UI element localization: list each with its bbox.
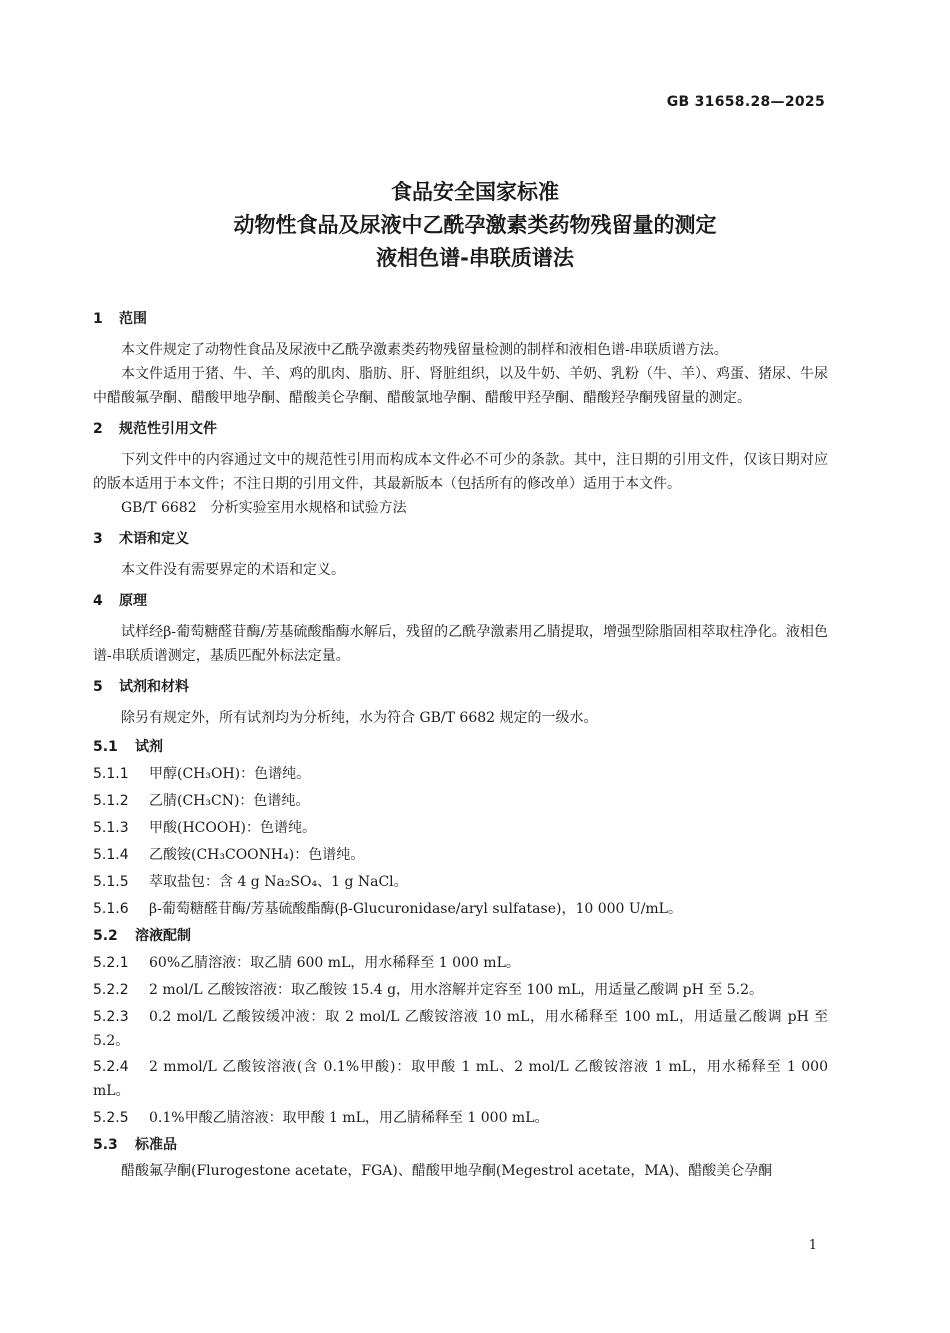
subsection-title: 标准品 (135, 1137, 177, 1153)
subsection-5-2-heading (93, 923, 828, 950)
section-title: 试剂和材料 (119, 679, 189, 695)
reference-item: GB/T 6682 分析实验室用水规格和试验方法 (121, 500, 407, 516)
item-text: 甲醇(CH₃OH)：色谱纯。 (149, 766, 311, 782)
paragraph: 除另有规定外，所有试剂均为分析纯，水为符合 GB/T 6682 规定的一级水。 (121, 710, 598, 726)
list-item (93, 815, 828, 842)
list-item (93, 950, 828, 977)
item-number: 5.2.3 (93, 1009, 129, 1025)
subsection-number: 5.3 (93, 1137, 118, 1153)
subsection-5-3-heading (93, 1132, 828, 1159)
item-text: 乙酸铵(CH₃COONH₄)：色谱纯。 (149, 847, 365, 863)
section-number: 1 (93, 311, 103, 327)
section-number: 2 (93, 421, 103, 437)
item-number: 5.2.2 (93, 982, 129, 998)
item-text: 乙腈(CH₃CN)：色谱纯。 (149, 793, 310, 809)
section-number: 5 (93, 679, 103, 695)
list-item (93, 977, 828, 1004)
title-line-2: 动物性食品及尿液中乙酰孕激素类药物残留量的测定 (233, 213, 717, 237)
section-title: 原理 (119, 593, 147, 609)
paragraph: 试样经β-葡萄糖醛苷酶/芳基硫酸酯酶水解后，残留的乙酰孕激素用乙腈提取，增强型除脂固相萃取柱净化。液相色谱-串联质谱测定，基质匹配外标法定量。 (93, 624, 828, 664)
item-text: β-葡萄糖醛苷酶/芳基硫酸酯酶(β-Glucuronidase/aryl sulfatase)，10 000 U/mL。 (149, 901, 682, 917)
item-number: 5.1.4 (93, 847, 129, 863)
section-2-heading (93, 416, 828, 442)
item-text: 甲酸(HCOOH)：色谱纯。 (149, 820, 317, 836)
page-number: 1 (808, 1238, 817, 1253)
subsection-title: 试剂 (135, 739, 163, 755)
section-title: 规范性引用文件 (119, 421, 217, 437)
item-number: 5.2.5 (93, 1110, 129, 1126)
subsection-5-1-heading (93, 734, 828, 761)
item-text: 2 mmol/L 乙酸铵溶液(含 0.1%甲酸)：取甲酸 1 mL、2 mol/L 乙酸铵溶液 1 mL，用水稀释至 1 000 mL。 (93, 1059, 828, 1099)
paragraph: 醋酸氟孕酮(Flurogestone acetate，FGA)、醋酸甲地孕酮(Megestrol acetate，MA)、醋酸美仑孕酮 (121, 1163, 773, 1179)
item-number: 5.1.3 (93, 820, 129, 836)
item-text: 2 mol/L 乙酸铵溶液：取乙酸铵 15.4 g，用水溶解并定容至 100 mL，用适量乙酸调 pH 至 5.2。 (149, 982, 764, 998)
section-1-heading (93, 306, 828, 332)
section-5-heading (93, 674, 828, 700)
item-text: 0.2 mol/L 乙酸铵缓冲液：取 2 mol/L 乙酸铵溶液 10 mL，用水稀释至 100 mL，用适量乙酸调 pH 至 5.2。 (93, 1009, 828, 1049)
list-item (93, 896, 828, 923)
subsection-number: 5.1 (93, 739, 118, 755)
paragraph: 本文件适用于猪、牛、羊、鸡的肌肉、脂肪、肝、肾脏组织，以及牛奶、羊奶、乳粉（牛、羊）、鸡蛋、猪尿、牛尿中醋酸氟孕酮、醋酸甲地孕酮、醋酸美仑孕酮、醋酸氯地孕酮、醋酸甲羟孕酮、醋酸羟孕酮残留量的测定。 (93, 366, 828, 406)
list-item (93, 1005, 828, 1053)
item-number: 5.1.2 (93, 793, 129, 809)
item-number: 5.1.5 (93, 874, 129, 890)
item-number: 5.1.1 (93, 766, 129, 782)
section-number: 3 (93, 531, 103, 547)
item-number: 5.2.4 (93, 1059, 129, 1075)
section-number: 4 (93, 593, 103, 609)
list-item (93, 1055, 828, 1103)
item-text: 60%乙腈溶液：取乙腈 600 mL，用水稀释至 1 000 mL。 (149, 955, 520, 971)
paragraph: 本文件规定了动物性食品及尿液中乙酰孕激素类药物残留量检测的制样和液相色谱-串联质谱方法。 (121, 342, 728, 358)
paragraph: 下列文件中的内容通过文中的规范性引用而构成本文件必不可少的条款。其中，注日期的引用文件，仅该日期对应的版本适用于本文件；不注日期的引用文件，其最新版本（包括所有的修改单）适用于本文件。 (93, 452, 828, 492)
list-item (93, 842, 828, 869)
subsection-number: 5.2 (93, 928, 118, 944)
item-text: 萃取盐包：含 4 g Na₂SO₄、1 g NaCl。 (149, 874, 408, 890)
item-text: 0.1%甲酸乙腈溶液：取甲酸 1 mL，用乙腈稀释至 1 000 mL。 (149, 1110, 549, 1126)
section-title: 范围 (119, 311, 147, 327)
document-body (93, 300, 828, 1183)
item-number: 5.2.1 (93, 955, 129, 971)
title-line-3: 液相色谱-串联质谱法 (376, 246, 574, 270)
list-item (93, 761, 828, 788)
item-number: 5.1.6 (93, 901, 129, 917)
standard-number: GB 31658.28—2025 (666, 94, 825, 110)
paragraph: 本文件没有需要界定的术语和定义。 (121, 562, 345, 578)
title-line-1: 食品安全国家标准 (391, 180, 559, 204)
section-4-heading (93, 588, 828, 614)
list-item (93, 869, 828, 896)
section-title: 术语和定义 (119, 531, 189, 547)
section-3-heading (93, 526, 828, 552)
document-title (0, 176, 950, 275)
list-item (93, 788, 828, 815)
subsection-title: 溶液配制 (135, 928, 191, 944)
list-item (93, 1105, 828, 1132)
